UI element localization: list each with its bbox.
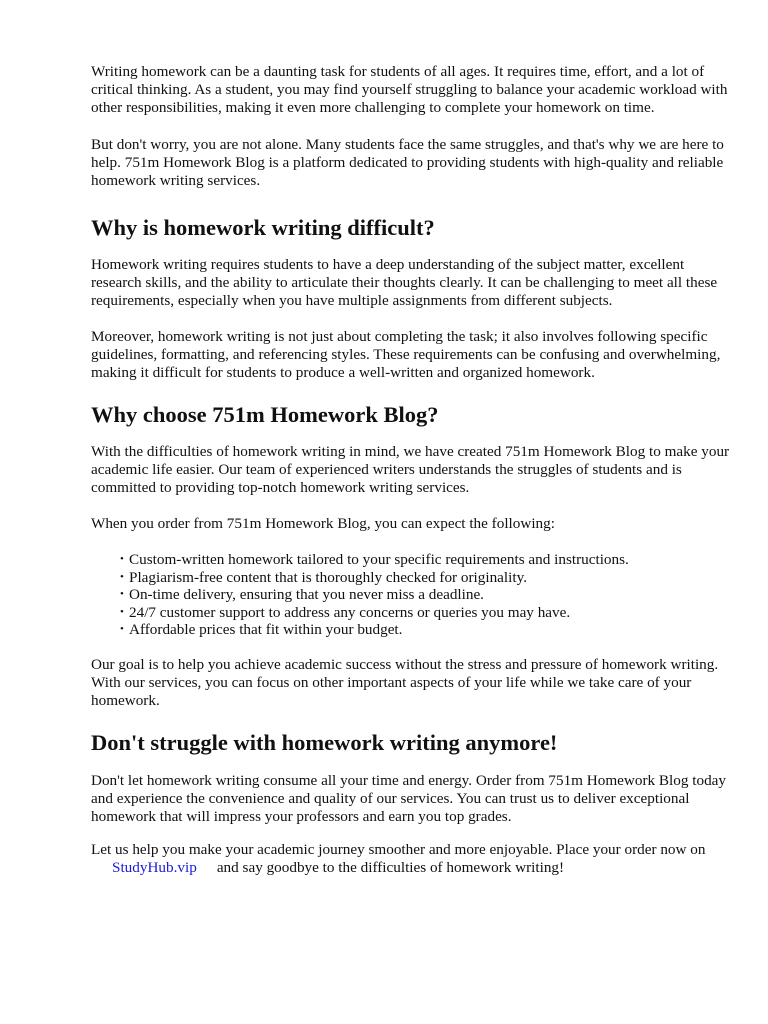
- intro-paragraph-1: Writing homework can be a daunting task for students of all ages. It requires time, effort, and a lot of critical thinking. As a student, you may find yourself struggling to balance your academic workload with other responsibilities, making it even more challenging to complete your homework on time.: [91, 63, 728, 116]
- cta-text-before: Let us help you make your academic journey smoother and more enjoyable. Place your order now on: [91, 840, 706, 858]
- choose-paragraph-1: With the difficulties of homework writing in mind, we have created 751m Homework Blog to make your academic life easier. Our team of experienced writers understands the struggles of students and is committed to providing top-notch homework writing services.: [91, 443, 730, 496]
- choose-paragraph-2: When you order from 751m Homework Blog, you can expect the following:: [91, 515, 555, 532]
- list-item-text: On-time delivery, ensuring that you never miss a deadline.: [129, 586, 484, 603]
- bullet-icon: •: [120, 605, 124, 618]
- cta-text-after: and say goodbye to the difficulties of homework writing!: [216, 858, 565, 876]
- list-item-text: Plagiarism-free content that is thoroughly checked for originality.: [129, 568, 527, 586]
- difficult-paragraph-1: Homework writing requires students to have a deep understanding of the subject matter, excellent research skills, and the ability to articulate their thoughts clearly. It can be challenging to meet all these requirements, especially when you have multiple assignments from different subjects.: [91, 256, 718, 309]
- list-item: [120, 604, 731, 622]
- list-item-text: 24/7 customer support to address any concerns or queries you may have.: [129, 603, 571, 621]
- struggle-paragraph-2: [91, 841, 731, 877]
- document-page: [91, 60, 731, 877]
- list-item: [120, 551, 731, 569]
- choose-paragraph-3: Our goal is to help you achieve academic success without the stress and pressure of homework writing. With our services, you can focus on other important aspects of your life while we take care of your homework.: [91, 655, 719, 709]
- list-item: [120, 586, 731, 604]
- heading-dont-struggle: Don't struggle with homework writing anymore!: [91, 729, 558, 755]
- list-item: [120, 621, 731, 639]
- heading-why-difficult: Why is homework writing difficult?: [91, 215, 435, 240]
- list-item: [120, 569, 731, 587]
- list-item-text: Custom-written homework tailored to your specific requirements and instructions.: [129, 551, 629, 568]
- bullet-icon: •: [120, 553, 124, 565]
- bullet-icon: •: [120, 588, 124, 600]
- difficult-paragraph-2: Moreover, homework writing is not just about completing the task; it also involves following specific guidelines, formatting, and referencing styles. These requirements can be confusing and overwhelming, making it difficult for students to produce a well-written and organized homework.: [91, 328, 721, 381]
- list-item-text: Affordable prices that fit within your budget.: [129, 621, 403, 638]
- intro-paragraph-2: But don't worry, you are not alone. Many students face the same struggles, and that's why we are here to help. 751m Homework Blog is a platform dedicated to providing students with high-quality and reliable homework writing services.: [91, 136, 724, 189]
- struggle-paragraph-1: Don't let homework writing consume all your time and energy. Order from 751m Homework Blog today and experience the convenience and quality of our services. You can trust us to deliver exceptional homework that will impress your professors and earn you top grades.: [91, 771, 726, 825]
- bullet-icon: •: [120, 570, 124, 583]
- benefits-list: [91, 551, 731, 639]
- bullet-icon: •: [120, 623, 124, 635]
- studyhub-link[interactable]: StudyHub.vip: [112, 858, 197, 876]
- heading-why-choose: Why choose 751m Homework Blog?: [91, 402, 439, 427]
